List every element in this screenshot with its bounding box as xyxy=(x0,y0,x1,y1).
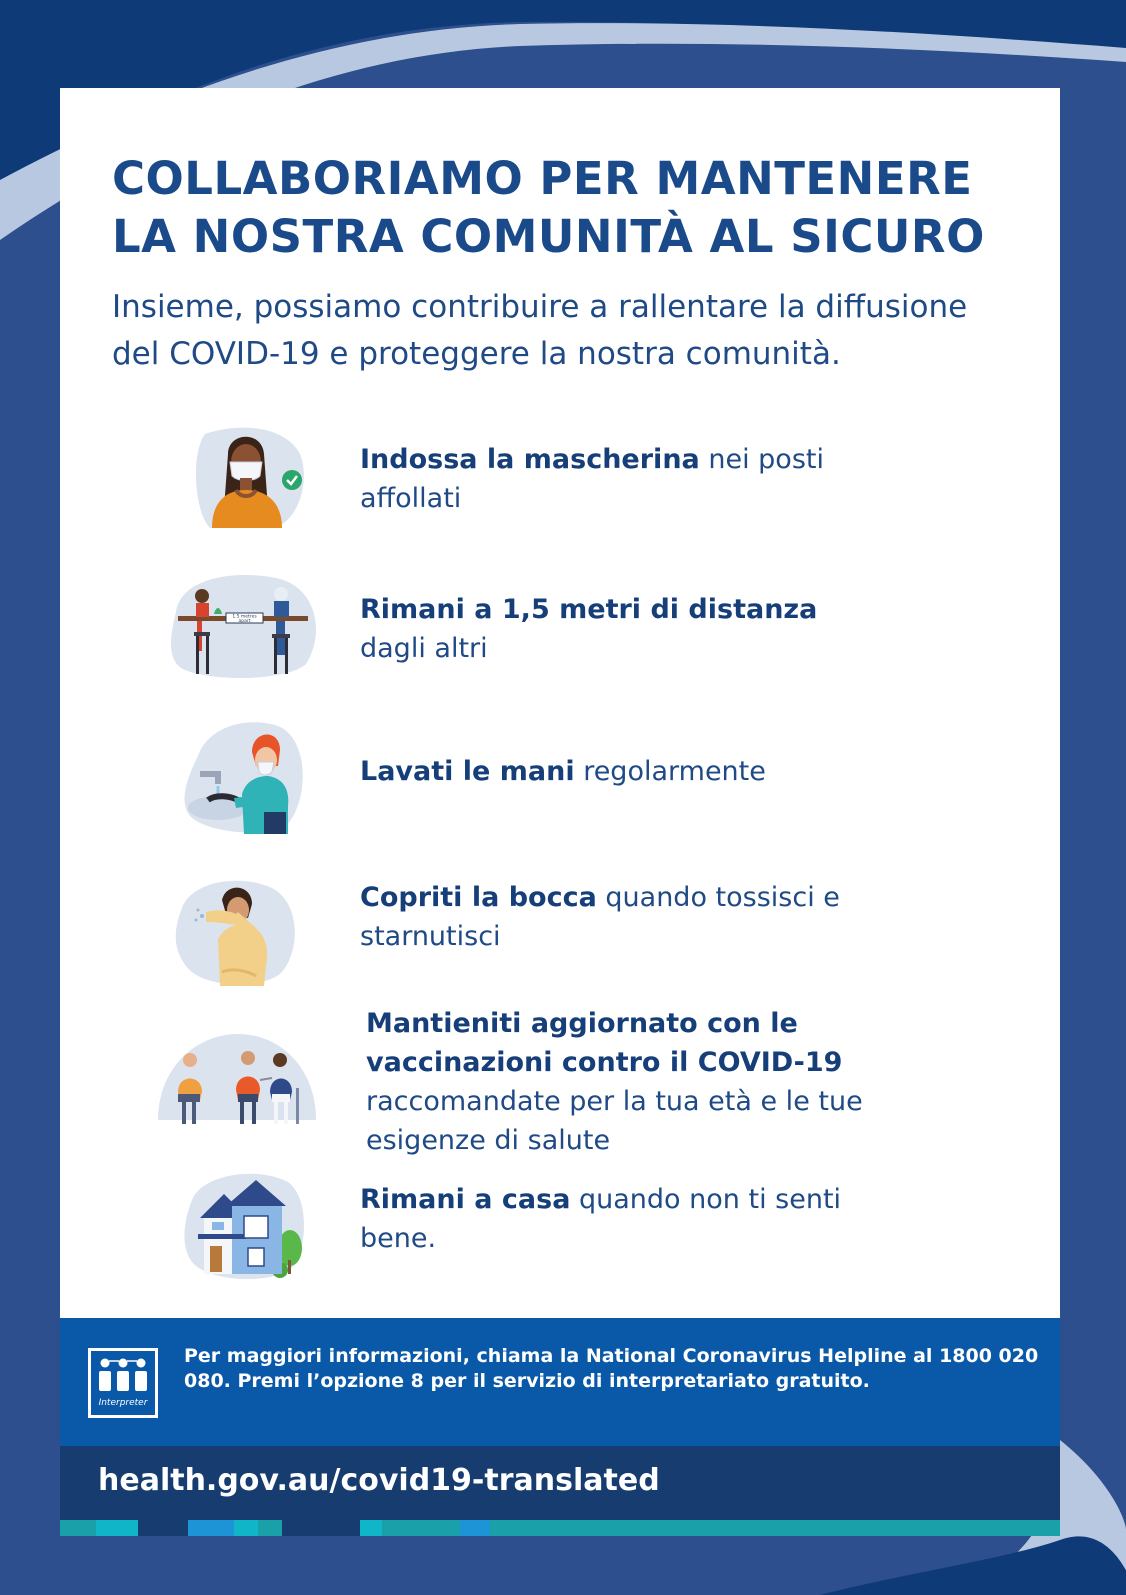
helpline-banner xyxy=(60,1318,1060,1446)
title-line-2: LA NOSTRA COMUNITÀ AL SICURO xyxy=(112,210,985,263)
distance-sign-line-2: apart xyxy=(238,619,251,624)
stripe-segment xyxy=(490,1520,1060,1536)
tip-text-2 xyxy=(360,590,920,668)
distance-sign-line-1: 1.5 metres xyxy=(232,614,257,620)
stripe-segment xyxy=(258,1520,282,1536)
tip-bold-5: Mantieniti aggiornato con le vaccinazioni contro il COVID-19 xyxy=(366,1008,843,1078)
poster-card xyxy=(60,88,1060,1318)
tip-rest-4: quando tossisci e starnutisci xyxy=(360,882,840,952)
tip-bold-6: Rimani a casa xyxy=(360,1184,571,1215)
stripe-segment xyxy=(188,1520,234,1536)
tip-bold-1: Indossa la mascherina xyxy=(360,444,700,475)
washing-hands-icon xyxy=(178,716,308,836)
tip-rest-5: raccomandate per la tua età e le tue esigenze di salute xyxy=(366,1086,863,1156)
tip-text-6 xyxy=(360,1180,920,1258)
tip-bold-4: Copriti la bocca xyxy=(360,882,597,913)
tip-text-3 xyxy=(360,752,920,791)
stripe-segment xyxy=(60,1520,96,1536)
tip-rest-1: nei posti affollati xyxy=(360,444,824,514)
helpline-text: Per maggiori informazioni, chiama la National Coronavirus Helpline al 1800 020 080. Premi l’opzione 8 per il servizio di interpretariato gratuito. xyxy=(184,1345,1039,1392)
stripe-segment xyxy=(282,1520,360,1536)
intro-text: Insieme, possiamo contribuire a rallentare la diffusione del COVID-19 e proteggere la nostra comunità. xyxy=(112,289,968,372)
interpreter-icon xyxy=(88,1348,158,1418)
stripe-segment xyxy=(382,1520,460,1536)
tip-rest-3: regolarmente xyxy=(574,756,766,787)
tip-text-5 xyxy=(366,1004,936,1160)
title-line-1: COLLABORIAMO PER MANTENERE xyxy=(112,152,973,205)
stripe-segment xyxy=(234,1520,258,1536)
woman-wearing-mask-icon xyxy=(190,424,310,534)
stripe-segment xyxy=(96,1520,138,1536)
tip-rest-6: quando non ti senti bene. xyxy=(360,1184,842,1254)
url-banner xyxy=(60,1446,1060,1520)
physical-distancing-icon xyxy=(166,572,321,682)
vaccination-icon xyxy=(156,1028,318,1128)
tip-text-4 xyxy=(360,878,920,956)
tip-bold-2: Rimani a 1,5 metri di distanza xyxy=(360,594,818,625)
poster-title xyxy=(112,150,1032,266)
color-stripe xyxy=(60,1520,1060,1536)
tip-bold-3: Lavati le mani xyxy=(360,756,575,787)
cough-into-elbow-icon xyxy=(172,878,302,988)
tip-rest-2: dagli altri xyxy=(360,633,488,664)
house-icon xyxy=(178,1170,308,1280)
tip-text-1 xyxy=(360,440,920,518)
stripe-segment xyxy=(460,1520,490,1536)
interpreter-label: Interpreter xyxy=(98,1398,148,1408)
website-link[interactable]: health.gov.au/covid19-translated xyxy=(98,1463,660,1498)
stripe-segment xyxy=(138,1520,188,1536)
stripe-segment xyxy=(360,1520,382,1536)
